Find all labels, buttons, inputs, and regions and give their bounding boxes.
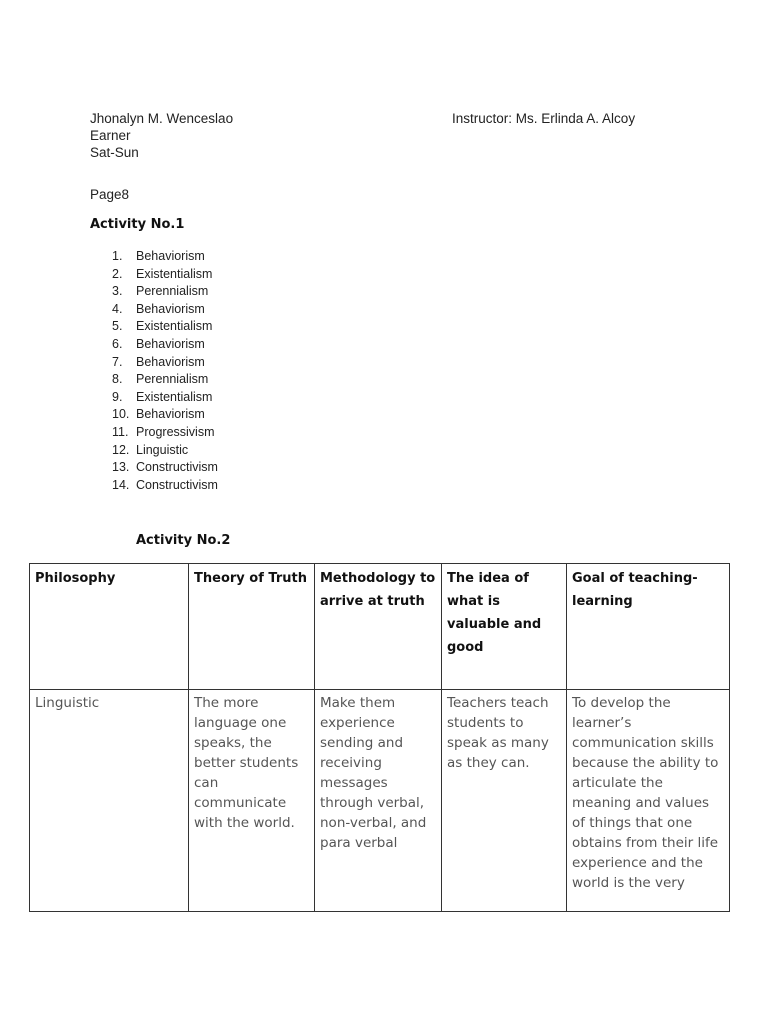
activity-2-title: Activity No.2: [136, 533, 231, 548]
list-item-text: Linguistic: [136, 442, 189, 457]
page-label: Page8: [90, 187, 130, 202]
list-item: [112, 389, 218, 407]
cell-philosophy: Linguistic: [30, 690, 189, 912]
header-theory-of-truth: Theory of Truth: [189, 564, 315, 690]
student-status: Earner: [90, 128, 131, 143]
list-item-number: 3.: [112, 284, 123, 299]
instructor-name: Instructor: Ms. Erlinda A. Alcoy: [452, 111, 636, 126]
cell-goal: To develop the learner’s communication skills because the ability to articulate the meaning and values of things that one obtains from their life experience and the world is the very: [567, 690, 730, 912]
class-schedule: Sat-Sun: [90, 145, 139, 160]
activity-1-title: Activity No.1: [90, 217, 185, 232]
list-item: [112, 318, 218, 336]
list-item: [112, 477, 218, 495]
list-item-number: 1.: [112, 249, 123, 263]
list-item-number: 11.: [112, 424, 129, 439]
list-item-text: Constructivism: [136, 460, 218, 475]
list-item-number: 2.: [112, 266, 123, 281]
list-item-text: Behaviorism: [136, 301, 205, 316]
list-item-number: 9.: [112, 389, 123, 404]
table-row: [30, 690, 730, 912]
list-item: [112, 354, 218, 372]
activity-1-answer-list: [112, 248, 218, 494]
cell-valuable-and-good: Teachers teach students to speak as many as they can.: [442, 690, 567, 912]
list-item: [112, 248, 218, 266]
list-item-text: Behaviorism: [136, 249, 205, 263]
cell-theory-of-truth: The more language one speaks, the better students can communicate with the world.: [189, 690, 315, 912]
list-item-text: Perennialism: [136, 284, 209, 299]
list-item-number: 10.: [112, 407, 130, 422]
list-item-number: 13.: [112, 460, 130, 475]
list-item: [112, 406, 218, 424]
list-item-number: 14.: [112, 477, 130, 492]
cell-methodology: Make them experience sending and receiving messages through verbal, non-verbal, and para verbal: [315, 690, 442, 912]
list-item: [112, 371, 218, 389]
list-item-text: Existentialism: [136, 266, 213, 281]
list-item: [112, 336, 218, 354]
list-item: [112, 442, 218, 460]
list-item-number: 8.: [112, 372, 123, 387]
table-header-row: [30, 564, 730, 690]
list-item: [112, 424, 218, 442]
list-item-number: 7.: [112, 354, 123, 369]
list-item: [112, 266, 218, 284]
list-item-text: Existentialism: [136, 319, 213, 334]
list-item-text: Existentialism: [136, 389, 213, 404]
philosophy-table: [29, 563, 730, 912]
list-item-text: Perennialism: [136, 372, 209, 387]
list-item: [112, 283, 218, 301]
list-item-text: Constructivism: [136, 477, 218, 492]
list-item-text: Behaviorism: [136, 336, 205, 351]
header-valuable-and-good: The idea of what is valuable and good: [442, 564, 567, 690]
student-name: Jhonalyn M. Wenceslao: [90, 111, 234, 126]
list-item-number: 4.: [112, 301, 123, 316]
header-methodology: Methodology to arrive at truth: [315, 564, 442, 690]
header-philosophy: Philosophy: [30, 564, 189, 690]
list-item-text: Behaviorism: [136, 354, 205, 369]
list-item: [112, 301, 218, 319]
list-item-number: 12.: [112, 442, 130, 457]
list-item-number: 5.: [112, 319, 123, 334]
list-item: [112, 459, 218, 477]
list-item-text: Behaviorism: [136, 407, 205, 422]
list-item-text: Progressivism: [136, 424, 215, 439]
list-item-number: 6.: [112, 336, 123, 351]
student-info: [90, 110, 233, 161]
header-goal: Goal of teaching-learning: [567, 564, 730, 690]
